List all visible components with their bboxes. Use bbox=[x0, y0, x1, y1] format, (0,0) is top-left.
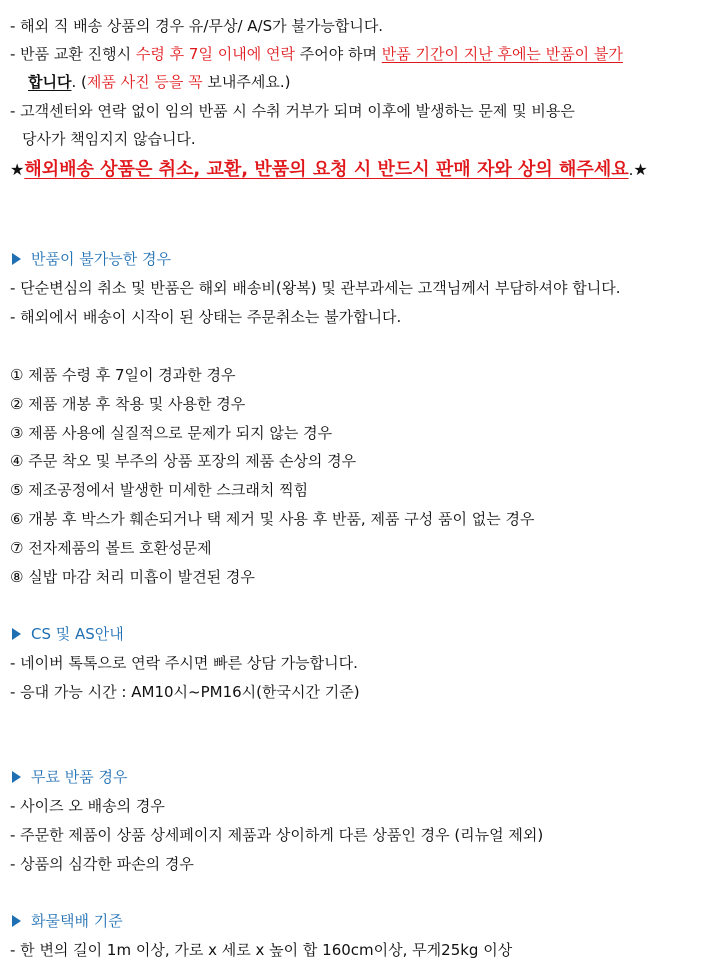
triangle-right-icon bbox=[12, 915, 21, 927]
list-item: ③ 제품 사용에 실질적으로 문제가 되지 않는 경우 bbox=[10, 424, 333, 442]
list-item: ⑦ 전자제품의 볼트 호환성문제 bbox=[10, 539, 212, 557]
section-heading-not-returnable bbox=[12, 249, 171, 269]
paragraph-cancel-after-ship: - 해외에서 배송이 시작이 된 상태는 주문취소는 불가합니다. bbox=[10, 308, 402, 326]
section-heading-free-return bbox=[12, 767, 127, 787]
star-icon: ★ bbox=[10, 160, 25, 179]
list-item: ② 제품 개봉 후 착용 및 사용한 경우 bbox=[10, 395, 246, 413]
notice-text: 보내주세요.) bbox=[202, 73, 291, 91]
notice-text: 주어야 하며 bbox=[294, 45, 382, 63]
notice-line-refusal: - 고객센터와 연락 없이 임의 반품 시 수취 거부가 되며 이후에 발생하는 문제 및 비용은 bbox=[10, 102, 575, 120]
list-item: - 사이즈 오 배송의 경우 bbox=[10, 797, 165, 815]
highlight-7days: 수령 후 7일 이내에 연락 bbox=[135, 45, 295, 63]
paragraph-shipping-cost: - 단순변심의 취소 및 반품은 해외 배송비(왕복) 및 관부과세는 고객님께서 부담하셔야 합니다. bbox=[10, 279, 621, 297]
triangle-right-icon bbox=[12, 628, 21, 640]
overseas-warning-text: 해외배송 상품은 취소, 교환, 반품의 요청 시 반드시 판매 자와 상의 해주세요 bbox=[24, 159, 629, 180]
notice-line-overseas-warning bbox=[10, 158, 648, 182]
list-item: - 네이버 톡톡으로 연락 주시면 빠른 상담 가능합니다. bbox=[10, 654, 358, 672]
list-item: - 상품의 심각한 파손의 경우 bbox=[10, 855, 194, 873]
notice-text: . ( bbox=[71, 73, 87, 91]
triangle-right-icon bbox=[12, 771, 21, 783]
section-heading-cs bbox=[12, 624, 124, 644]
section-title: 반품이 불가능한 경우 bbox=[31, 250, 171, 268]
list-item: ⑧ 실밥 마감 처리 미흡이 발견된 경우 bbox=[10, 568, 255, 586]
list-item: - 한 변의 길이 1m 이상, 가로 x 세로 x 높이 합 160cm이상, 무게25kg 이상 bbox=[10, 941, 513, 959]
star-icon: ★ bbox=[633, 160, 648, 179]
notice-text: - 반품 교환 진행시 bbox=[10, 45, 136, 63]
section-heading-freight bbox=[12, 911, 123, 931]
triangle-right-icon bbox=[12, 253, 21, 265]
highlight-photo: 제품 사진 등을 꼭 bbox=[86, 73, 203, 91]
list-item: - 응대 가능 시간 : AM10시~PM16시(한국시간 기준) bbox=[10, 683, 360, 701]
list-item: - 주문한 제품이 상품 상세페이지 제품과 상이하게 다른 상품인 경우 (리뉴얼 제외) bbox=[10, 826, 544, 844]
notice-line-return-period bbox=[10, 44, 623, 64]
notice-emphasis: 합니다 bbox=[28, 73, 72, 91]
notice-line-photo bbox=[28, 72, 290, 92]
section-title: 무료 반품 경우 bbox=[31, 768, 128, 786]
section-title: 화물택배 기준 bbox=[31, 912, 123, 930]
notice-text: . bbox=[628, 161, 634, 179]
notice-line-liability: 당사가 책임지지 않습니다. bbox=[22, 130, 196, 148]
list-item: ⑥ 개봉 후 박스가 훼손되거나 택 제거 및 사용 후 반품, 제품 구성 품이 없는 경우 bbox=[10, 510, 535, 528]
notice-line-as: - 해외 직 배송 상품의 경우 유/무상/ A/S가 불가능합니다. bbox=[10, 17, 384, 35]
list-item: ④ 주문 착오 및 부주의 상품 포장의 제품 손상의 경우 bbox=[10, 452, 357, 470]
list-item: ⑤ 제조공정에서 발생한 미세한 스크래치 찍힘 bbox=[10, 481, 309, 499]
section-title: CS 및 AS안내 bbox=[31, 625, 124, 643]
list-item: ① 제품 수령 후 7일이 경과한 경우 bbox=[10, 366, 236, 384]
highlight-return-deadline: 반품 기간이 지난 후에는 반품이 불가 bbox=[381, 45, 623, 63]
